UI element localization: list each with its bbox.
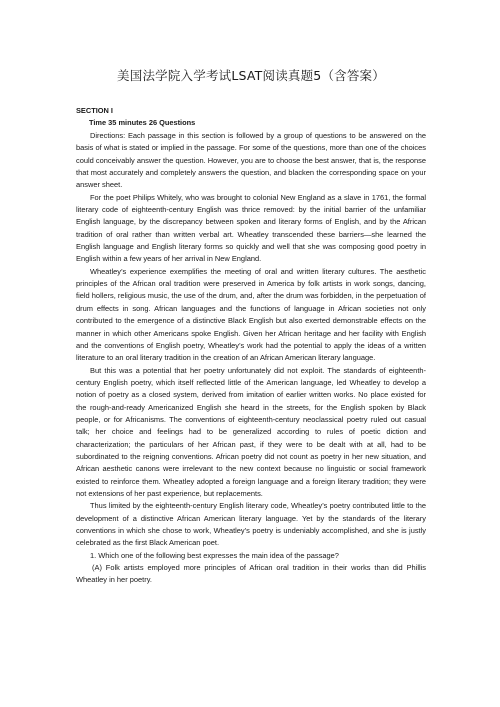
directions-paragraph: Directions: Each passage in this section is followed by a group of questions to be answered on the basis of what is stated or implied in the passage. For some of the questions, more than one of the choices could conceivably answer the question. However, you are to choose the best answer, that is, the response that most accurately and completely answers the question, and blacken the corresponding space on your answer sheet. <box>76 131 426 190</box>
passage-paragraph-1: For the poet Philips Whitely, who was brought to colonial New England as a slave in 1761, the formal literary code of eighteenth-century English was thrice removed: by the initial barrier of the unfamiliar English language, by the discrepancy between spoken and literary forms of English, and by the African tradition of oral rather than written verbal art. Wheatley transcended these barriers—she learned the English language and English literary forms so quickly and well that she was composing good poetry in English within a few years of her arrival in New England. <box>76 192 426 264</box>
question-1-option-a: (A) Folk artists employed more principles of African oral tradition in their works than did Phillis Wheatley in her poetry. <box>76 563 426 585</box>
section-heading: SECTION I <box>76 106 113 115</box>
question-1: 1. Which one of the following best expresses the main idea of the passage? <box>90 550 339 560</box>
passage-paragraph-4: Thus limited by the eighteenth-century English literary code, Wheatley’s poetry contributed little to the development of a distinctive African American literary language. Yet by the standards of the literary conventions in which she chose to work, Wheatley’s poetry is undeniably accomplished, and she is justly celebrated as the first Black American poet. <box>76 501 426 548</box>
passage-paragraph-2: Wheatley’s experience exemplifies the meeting of oral and written literary cultures. The aesthetic principles of the African oral tradition were preserved in America by folk artists in work songs, dancing, field hollers, religious music, the use of the drum, and, after the drum was forbidden, in the perpetuation of drum effects in song. African languages and the functions of language in African societies not only contributed to the emergence of a distinctive Black English but also exerted demonstrable effects on the manner in which other Americans spoke English. Given her African heritage and her facility with English and the conventions of English poetry, Wheatley’s work had the potential to apply the ideas of a written literature to an oral literary tradition in the creation of an African American literary language. <box>76 266 426 363</box>
document-title: 美国法学院入学考试LSAT阅读真题5（含答案） <box>117 68 385 83</box>
passage-paragraph-3: But this was a potential that her poetry unfortunately did not exploit. The standards of eighteenth-century English poetry, which itself reflected little of the American language, led Wheatley to develop a notion of poetry as a closed system, derived from imitation of earlier written works. No place existed for the rough-and-ready Americanized English she heard in the streets, for the English spoken by Black people, or for Africanisms. The conventions of eighteenth-century neoclassical poetry ruled out casual talk; her choice and feelings had to be generalized according to rules of poetic diction and characterization; the particulars of her African past, if they were to be dealt with at all, had to be subordinated to the reigning conventions. African poetry did not count as poetry in her new situation, and African aesthetic canons were irrelevant to the new context because no linguistic or social framework existed to reinforce them. Wheatley adopted a foreign language and a foreign literary tradition; they were not extensions of her past experience, but replacements. <box>76 365 426 498</box>
time-and-question-count: Time 35 minutes 26 Questions <box>89 118 196 127</box>
